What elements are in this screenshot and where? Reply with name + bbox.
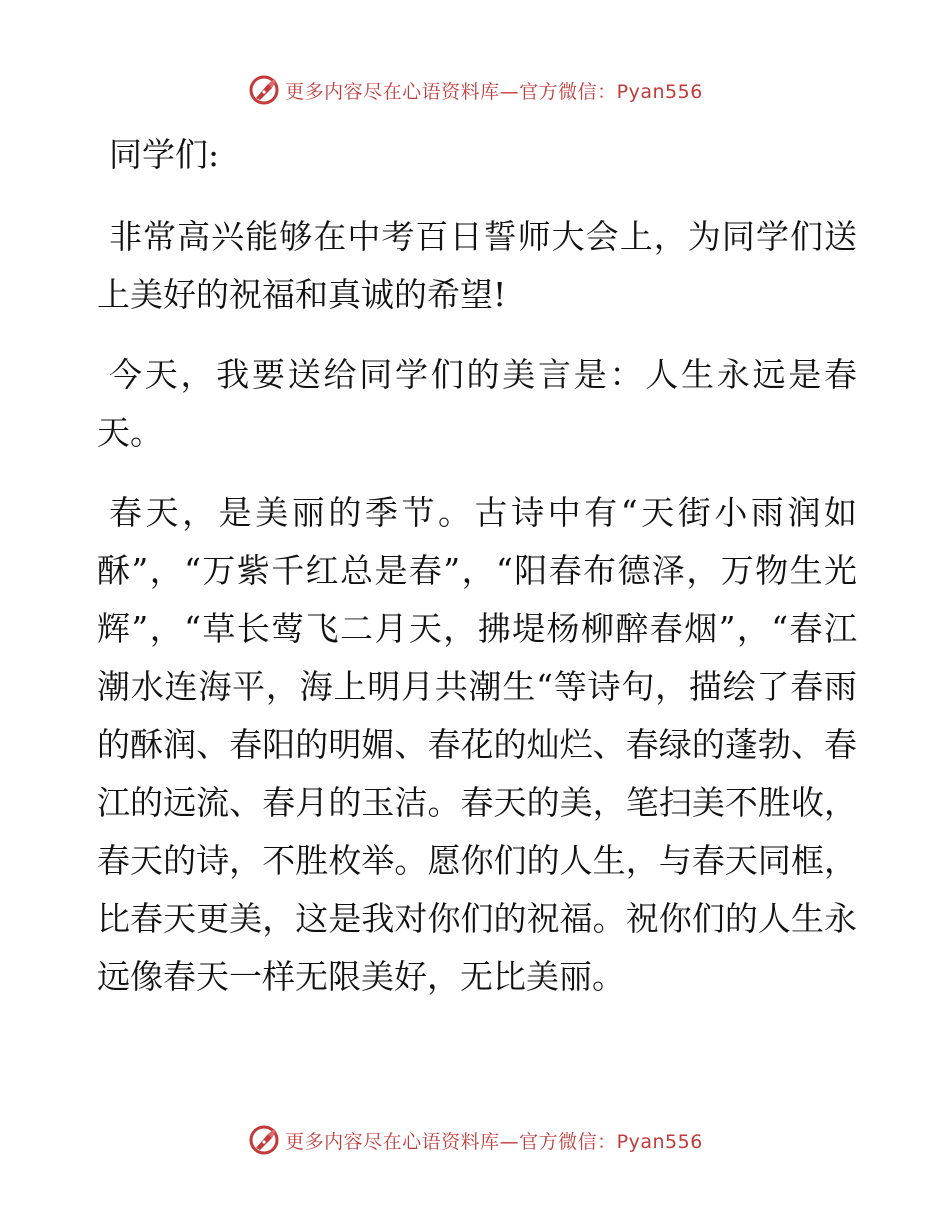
document-body: [97, 120, 857, 1006]
header-watermark-text: 更多内容尽在心语资料库—官方微信：Pyan556: [285, 80, 703, 103]
paragraph-1: 非常高兴能够在中考百日誓师大会上，为同学们送上美好的祝福和真诚的希望!: [97, 217, 857, 314]
salutation: 同学们:: [109, 135, 220, 174]
footer-watermark: [0, 1120, 950, 1160]
pen-nib-logo-icon: [247, 1123, 281, 1157]
pen-nib-logo-icon: [247, 73, 281, 107]
footer-watermark-text: 更多内容尽在心语资料库—官方微信：Pyan556: [285, 1130, 703, 1153]
paragraph-3: 春天，是美丽的季节。古诗中有“天街小雨润如酥”，“万紫千红总是春”，“阳春布德泽，万物生光辉”，“草长莺飞二月天，拂堤杨柳醉春烟”，“春江潮水连海平，海上明月共潮生“等诗句，描绘了春雨的酥润、春阳的明媚、春花的灿烂、春绿的蓬勃、春江的远流、春月的玉洁。春天的美，笔扫美不胜收，春天的诗，不胜枚举。愿你们的人生，与春天同框，比春天更美，这是我对你们的祝福。祝你们的人生永远像春天一样无限美好，无比美丽。: [97, 493, 857, 996]
header-watermark: [0, 70, 950, 110]
paragraph-2: 今天，我要送给同学们的美言是：人生永远是春天。: [97, 355, 857, 452]
